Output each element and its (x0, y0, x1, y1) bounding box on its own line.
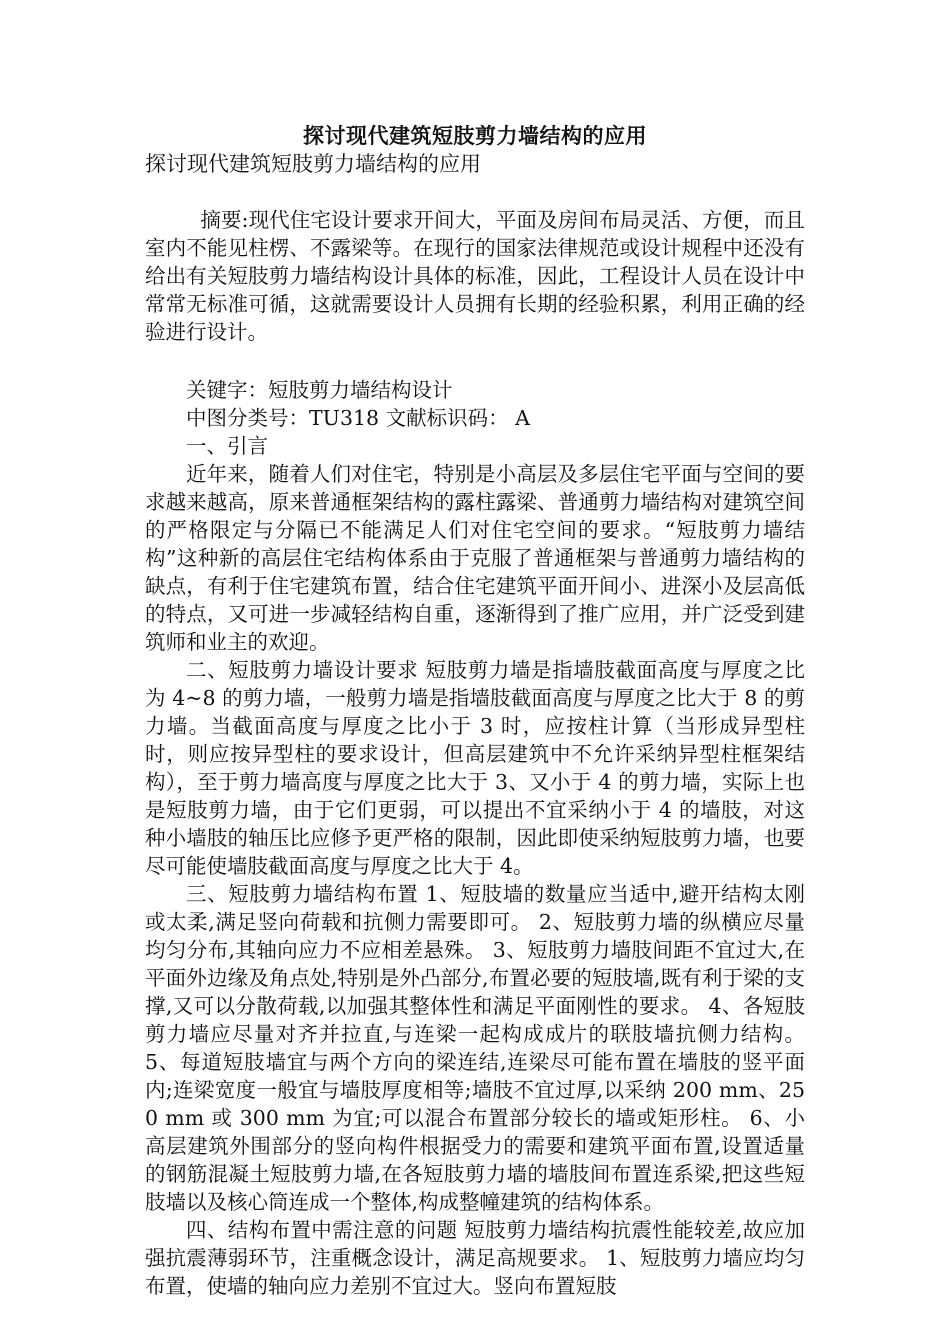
classification-line: 中图分类号：TU318 文献标识码： A (186, 406, 530, 430)
abstract-paragraph: 摘要:现代住宅设计要求开间大，平面及房间布局灵活、方便，而且室内不能见柱楞、不露梁等。在现行的国家法律规范或设计规程中还没有给出有关短肢剪力墙结构设计具体的标准，因此，工程设计人员在设计中常常无标准可循，这就需要设计人员拥有长期的经验积累，利用正确的经验进行设计。 (145, 208, 805, 344)
document-page (145, 122, 805, 1300)
structure-layout-paragraph: 三、短肢剪力墙结构布置 1、短肢墙的数量应当适中,避开结构太刚或太柔,满足竖向荷载和抗侧力需要即可。 2、短肢剪力墙的纵横应尽量均匀分布,其轴向应力不应相差悬殊。 3、短肢剪力墙肢间距不宜过大,在平面外边缘及角点处,特别是外凸部分,布置必要的短肢墙,既有利于梁的支撑,又可以分散荷载,以加强其整体性和满足平面刚性的要求。 4、各短肢剪力墙应尽量对齐并拉直,与连梁一起构成成片的联肢墙抗侧力结构。 5、每道短肢墙宜与两个方向的梁连结,连梁尽可能布置在墙肢的竖平面内;连梁宽度一般宜与墙肢厚度相等;墙肢不宜过厚,以采纳 200 mm、250 mm 或 300 mm 为宜;可以混合布置部分较长的墙或矩形柱。 6、小高层建筑外围部分的竖向构件根据受力的需要和建筑平面布置,设置适量的钢筋混凝土短肢剪力墙,在各短肢剪力墙的墙肢间布置连系梁,把这些短肢墙以及核心筒连成一个整体,构成整幢建筑的结构体系。 (145, 882, 805, 1214)
document-subtitle: 探讨现代建筑短肢剪力墙结构的应用 (145, 152, 481, 176)
keywords-line: 关键字：短肢剪力墙结构设计 (186, 378, 453, 402)
document-title: 探讨现代建筑短肢剪力墙结构的应用 (303, 124, 647, 148)
introduction-paragraph: 近年来，随着人们对住宅，特别是小高层及多层住宅平面与空间的要求越来越高，原来普通框架结构的露柱露梁、普通剪力墙结构对建筑空间的严格限定与分隔已不能满足人们对住宅空间的要求。“短肢剪力墙结构”这种新的高层住宅结构体系由于克服了普通框架与普通剪力墙结构的缺点，有利于住宅建筑布置，结合住宅建筑平面开间小、进深小及层高低的特点，又可进一步减轻结构自重，逐渐得到了推广应用，并广泛受到建筑师和业主的欢迎。 (145, 462, 805, 654)
layout-issues-paragraph: 四、结构布置中需注意的问题 短肢剪力墙结构抗震性能较差,故应加强抗震薄弱环节，注重概念设计，满足高规要求。 1、短肢剪力墙应均匀布置，使墙的轴向应力差别不宜过大。竖向布置短肢 (145, 1218, 805, 1298)
design-requirements-paragraph: 二、短肢剪力墙设计要求 短肢剪力墙是指墙肢截面高度与厚度之比为 4~8 的剪力墙，一般剪力墙是指墙肢截面高度与厚度之比大于 8 的剪力墙。当截面高度与厚度之比小于 3 时，应按柱计算（当形成异型柱时，则应按异型柱的要求设计，但高层建筑中不允许采纳异型柱框架结构），至于剪力墙高度与厚度之比大于 3、又小于 4 的剪力墙，实际上也是短肢剪力墙，由于它们更弱，可以提出不宜采纳小于 4 的墙肢，对这种小墙肢的轴压比应修予更严格的限制，因此即使采纳短肢剪力墙，也要尽可能使墙肢截面高度与厚度之比大于 4。 (145, 658, 805, 878)
section-heading-introduction: 一、引言 (186, 434, 268, 458)
